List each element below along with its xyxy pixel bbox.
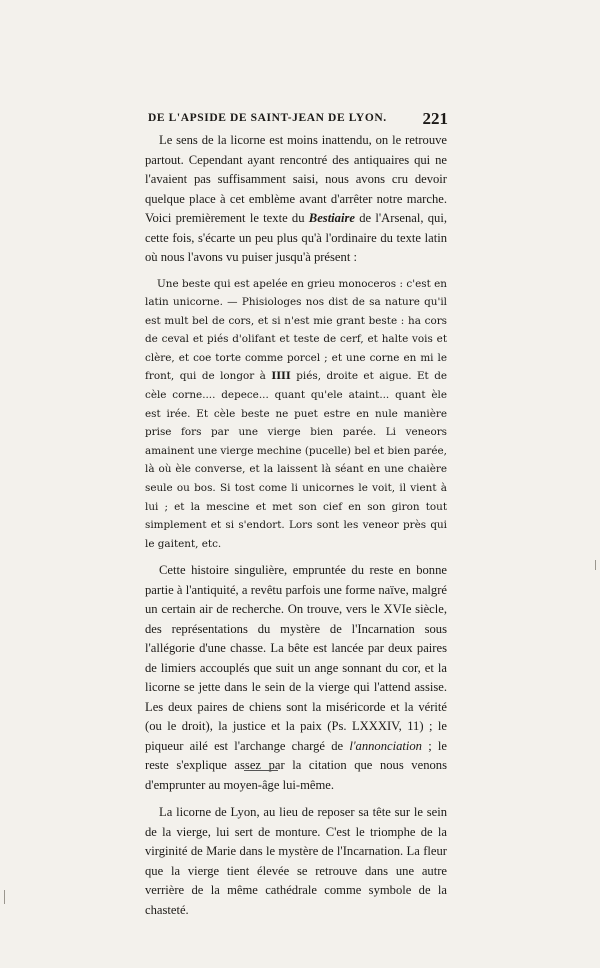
bestiaire-title: Bestiaire [308,211,355,225]
paragraph-2-text-b: siècle, des représentations du mystère de l'Incarnation sous l'allégorie d'une chasse. La bête est lancée par deux paires de limiers accouplés que suit un ange sonnant du cor, et la licorne se jette dans le sein de la vierge qui l'attend assise. Les deux paires de chiens sont la miséricorde et la vérité (ou le droit), la justice et la paix (Ps. [145,602,448,734]
annonciation-term: l'annonciation [349,738,422,753]
paragraph-2 [145,561,447,795]
paragraph-3: La licorne de Lyon, au lieu de reposer sa tête sur le sein de la vierge, lui sert de monture. C'est le triomphe de la virginité de Marie dans le mystère de l'Incarnation. La fleur que la vierge tient élevée se retrouve dans une autre verrière de la même cathédrale comme symbole de la chasteté. [145,805,447,917]
margin-mark [4,890,5,904]
psalm-reference: LXXXIV, 11 [351,719,420,734]
page-body [145,131,447,920]
running-header [148,109,448,128]
paragraph-1 [145,131,447,268]
quotation-number: IIII [271,370,291,383]
quotation-text-a: Une beste qui est apelée en grieu monoceros : c'est en latin unicorne. — Phisiologes nos dist de sa nature qu'il est mult bel de cors, et si n'est mie grant beste : ha cors de ceval et piés d'olifant et teste de cerf, et halte vois et clère, et coe torte comme porcel ; et une corne en mi le front, qui de longor à [145,277,447,383]
quotation-text-b: piés, droite et aigue. Et de cèle corne.... depece... quant qu'ele ataint... quant èle est irée. Et cèle beste ne puet estre en nule manière prise fors par une vierge bien parée. Li veneors amainent une vierge mechine (pucelle) bel et bien parée, là où èle converse, et la laissent là séant en une chaière seule ou bos. Si tost come li unicornes le voit, il vient à lui ; et la mescine et met son cief en son giron tout simplement et si s'endort. Lors sont les veneor près qui le gaitent, etc. [145,370,447,550]
paragraph-1-text-a: Le sens de la licorne est moins inattendu, on le retrouve partout. Cependant ayant rencontré des antiquaires qui ne l'avaient pas suffisamment saisi, nous avons cru devoir quelque place à cet emblème avant d'arrêter notre marche. Voici premièrement le texte du [145,133,447,225]
bestiary-quotation [145,275,447,554]
paragraph-2-text-d: ; le reste s'explique assez par la citation que nous venons d'emprunter au moyen-âge lui-même. [145,738,447,792]
paragraph-2-text-c: ) ; le piqueur ailé est l'archange chargé de [145,719,447,753]
paragraph-1-text-b: de l'Arsenal, qui, cette fois, s'écarte un peu plus qu'à l'ordinaire du texte latin où nous l'avons vu puiser jusqu'à présent : [145,211,448,264]
running-title: DE L'APSIDE DE SAINT-JEAN DE LYON. [148,112,387,124]
quotation-paragraph [145,275,447,554]
paragraph-2-text-a: Cette histoire singulière, empruntée du reste en bonne partie à l'antiquité, a revêtu parfois une forme naïve, malgré un certain air de recherche. On trouve, vers le [145,563,447,617]
century-numeral: XVIe [383,602,412,617]
margin-mark [595,560,596,570]
page-number: 221 [422,109,448,128]
closing-rule [244,770,278,771]
